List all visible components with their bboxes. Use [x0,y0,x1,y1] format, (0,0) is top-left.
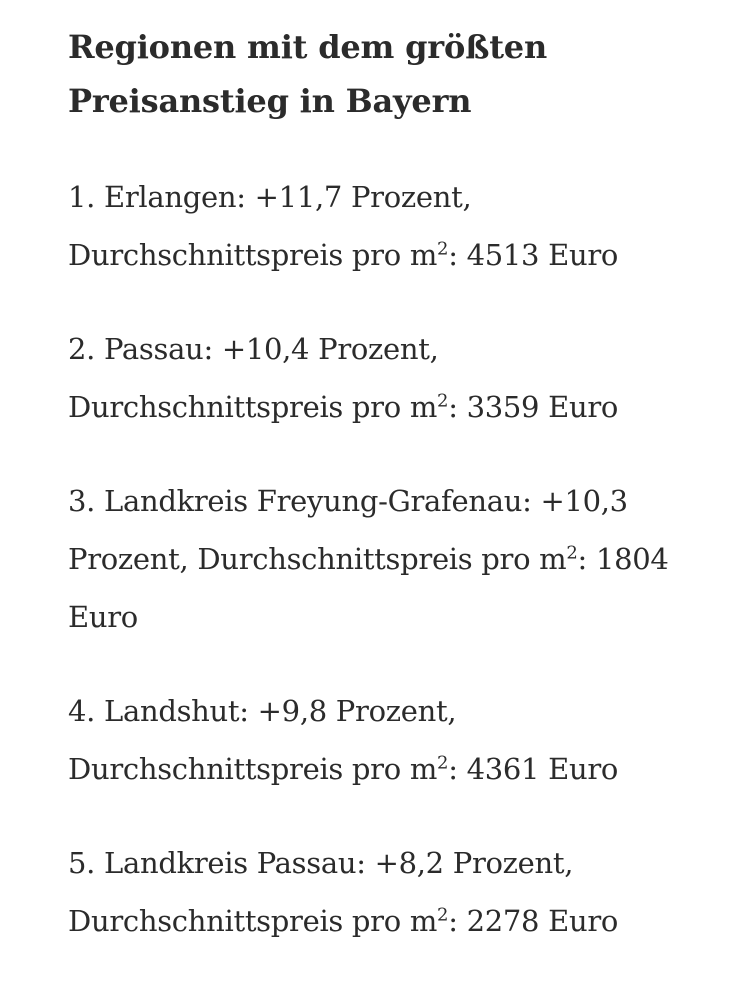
list-item: 1. Erlangen: +11,7 Prozent, Durchschnittspreis pro $m^2$: 4513 Euro [68,180,619,272]
item-superscript: 2 [437,904,449,926]
item-region: Erlangen [104,180,237,214]
item-number: 5. [68,846,96,880]
item-region: Passau [104,332,204,366]
item-price: 3359 Euro [466,390,619,424]
article [68,20,708,986]
list-item: 2. Passau: +10,4 Prozent, Durchschnittspreis pro $m^2$: 3359 Euro [68,332,619,424]
item-region: Landshut [104,694,240,728]
item-price-label: Durchschnittspreis pro m [68,390,438,424]
item-number: 4. [68,694,96,728]
item-number: 3. [68,484,96,518]
article-heading: Regionen mit dem größten Preisanstieg in Bayern [68,28,548,120]
item-change: +9,8 Prozent [257,694,448,728]
item-superscript: 2 [566,542,578,564]
item-price-label: Durchschnittspreis pro m [68,752,438,786]
item-price: 1804 Euro [68,542,669,634]
item-region: Landkreis Passau [104,846,357,880]
item-number: 1. [68,180,96,214]
item-change: +10,4 Prozent [221,332,430,366]
item-price-label: Durchschnittspreis pro m [68,904,438,938]
item-superscript: 2 [437,390,449,412]
item-superscript: 2 [437,238,449,260]
item-price: 2278 Euro [466,904,619,938]
list-item: 5. Landkreis Passau: +8,2 Prozent, Durchschnittspreis pro $m^2$: 2278 Euro [68,846,619,938]
item-price-label: Durchschnittspreis pro m [197,542,567,576]
item-price-label: Durchschnittspreis pro m [68,238,438,272]
item-number: 2. [68,332,96,366]
list-item: 4. Landshut: +9,8 Prozent, Durchschnittspreis pro $m^2$: 4361 Euro [68,694,619,786]
item-change: +10,3 Prozent [68,484,628,576]
item-region: Landkreis Freyung-Grafenau [104,484,523,518]
ranking-list [68,168,708,950]
item-price: 4513 Euro [466,238,619,272]
item-change: +11,7 Prozent [254,180,463,214]
item-change: +8,2 Prozent [374,846,565,880]
item-superscript: 2 [437,752,449,774]
list-item: 3. Landkreis Freyung-Grafenau: +10,3 Prozent, Durchschnittspreis pro $m^2$: 1804 Euro [68,484,669,634]
item-price: 4361 Euro [466,752,619,786]
